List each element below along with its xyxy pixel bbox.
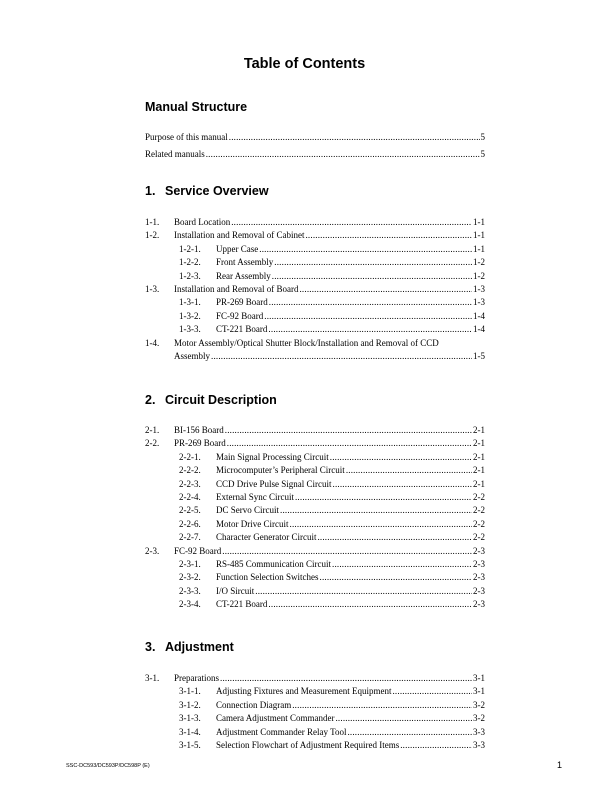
- toc-entry-text: Character Generator Circuit: [216, 532, 317, 543]
- heading-section-1: 1. Service Overview: [145, 184, 269, 198]
- toc-entry[interactable]: [179, 685, 485, 697]
- heading-manual-structure: Manual Structure: [145, 100, 248, 114]
- toc-entry-page: 2-3: [473, 572, 485, 583]
- toc-entry-page: 2-2: [473, 505, 485, 516]
- toc-leader: [347, 726, 472, 738]
- toc-entry-page: 2-3: [473, 585, 485, 596]
- toc-entry-page: 2-2: [473, 492, 485, 502]
- toc-entry-number: 2-2-7.: [179, 532, 201, 543]
- toc-entry-text: Front Assembly: [216, 257, 274, 268]
- toc-entry-number: 3-1-2.: [179, 699, 201, 710]
- toc-entry-number: 2-3-1.: [179, 559, 201, 569]
- toc-entry[interactable]: [145, 545, 485, 557]
- toc-entry-continuation[interactable]: [174, 350, 485, 362]
- toc-entry-text: FC-92 Board: [174, 545, 222, 556]
- toc-entry-number: 1-2-1.: [179, 243, 201, 254]
- toc-leader: [268, 323, 472, 335]
- toc-entry[interactable]: [145, 216, 485, 228]
- toc-entry-number: 1-2.: [145, 230, 160, 241]
- page-title: Table of Contents: [243, 56, 366, 72]
- toc-entry-text: Assembly: [174, 351, 210, 361]
- footer-doc-code: SSC-DC593/DC593P/DC598P (E): [66, 763, 150, 769]
- toc-entry-text: Preparations: [174, 673, 219, 683]
- toc-entry-page: 2-1: [473, 478, 485, 489]
- toc-entry-text: I/O Sircuit: [216, 585, 255, 596]
- toc-entry-text: Rear Assembly: [216, 270, 271, 281]
- toc-entry-text: DC Servo Circuit: [216, 505, 279, 516]
- toc-entry-page: 3-3: [473, 740, 485, 750]
- toc-entry-page: 2-1: [473, 425, 485, 435]
- toc-entry-number: 1-2-3.: [179, 270, 201, 281]
- toc-leader: [332, 558, 472, 570]
- toc-entry-number: 3-1-3.: [179, 713, 201, 724]
- toc-entry-text: Installation and Removal of Board: [174, 284, 299, 294]
- toc-entry[interactable]: [179, 726, 485, 738]
- toc-leader: [268, 598, 472, 610]
- toc-entry-number: 2-3.: [145, 545, 160, 556]
- toc-entry-page: 3-2: [473, 699, 485, 710]
- toc-entry-number: 1-3-2.: [179, 310, 201, 321]
- toc-leader: [229, 131, 480, 143]
- toc-entry-page: 1-4: [473, 324, 485, 335]
- toc-leader: [392, 685, 472, 697]
- toc-leader: [264, 310, 472, 322]
- toc-entry-number: 2-2-4.: [179, 492, 201, 502]
- toc-leader: [227, 437, 472, 449]
- toc-entry[interactable]: [179, 256, 485, 268]
- toc-entry-number: 3-1-4.: [179, 726, 201, 737]
- toc-entry-text: Purpose of this manual: [145, 132, 228, 142]
- toc-leader: [255, 585, 472, 597]
- toc-entry[interactable]: [145, 148, 485, 160]
- toc-entry-text: Selection Flowchart of Adjustment Required Items: [216, 740, 400, 750]
- toc-entry[interactable]: [145, 229, 485, 241]
- toc-leader: [274, 256, 472, 268]
- toc-entry-number: 2-3-2.: [179, 572, 201, 583]
- toc-entry[interactable]: [145, 131, 485, 143]
- toc-entry-page: 2-1: [473, 451, 485, 462]
- toc-entry-text: PR-269 Board: [174, 438, 226, 449]
- toc-entry[interactable]: [179, 504, 485, 516]
- toc-entry-text: External Sync Circuit: [216, 492, 294, 502]
- toc-entry-number: 1-4.: [145, 337, 160, 348]
- toc-entry-page: 3-3: [473, 726, 485, 737]
- toc-entry-page: 2-3: [473, 559, 485, 569]
- toc-entry[interactable]: [179, 518, 485, 530]
- toc-entry[interactable]: [179, 571, 485, 583]
- toc-leader: [269, 296, 472, 308]
- toc-entry-number: 2-2-3.: [179, 478, 201, 489]
- toc-entry-page: 3-2: [473, 713, 485, 724]
- toc-entry-text: Installation and Removal of Cabinet: [174, 230, 305, 241]
- toc-entry-text: Main Signal Processing Circuit: [216, 451, 329, 462]
- toc-entry[interactable]: [179, 712, 485, 724]
- toc-entry-number: 2-2-6.: [179, 518, 201, 529]
- footer-page-number: 1: [557, 760, 563, 770]
- toc-leader: [320, 571, 473, 583]
- toc-entry-number: 1-3.: [145, 284, 160, 294]
- toc-entry-number: 3-1-1.: [179, 686, 201, 697]
- toc-leader: [220, 672, 472, 684]
- toc-entry-page: 1-3: [473, 297, 485, 308]
- toc-entry[interactable]: [145, 672, 485, 684]
- toc-leader: [259, 243, 472, 255]
- toc-entry-text: RS-485 Communication Circuit: [216, 559, 331, 569]
- toc-entry-text: CCD Drive Pulse Signal Circuit: [216, 478, 332, 489]
- toc-entry-text: Board Location: [174, 217, 231, 227]
- toc-leader: [280, 504, 472, 516]
- toc-entry-number: 1-2-2.: [179, 257, 201, 268]
- toc-entry-page: 1-3: [473, 284, 485, 294]
- toc-leader: [317, 531, 472, 543]
- toc-entry-text: Related manuals: [145, 149, 205, 159]
- toc-entry[interactable]: [145, 424, 485, 436]
- toc-entry-number: 3-1.: [145, 673, 160, 683]
- toc-entry-text: Adjusting Fixtures and Measurement Equipment: [216, 686, 392, 697]
- toc-entry-page: 3-1: [473, 686, 485, 697]
- toc-leader: [272, 270, 472, 282]
- toc-entry-text: Adjustment Commander Relay Tool: [216, 726, 347, 737]
- toc-entry-page: 1-1: [473, 217, 485, 227]
- toc-entry-number: 2-2-1.: [179, 451, 201, 462]
- toc-entry-text: Connection Diagram: [216, 699, 292, 710]
- toc-entry[interactable]: [179, 491, 485, 503]
- toc-entry-number: 2-3-4.: [179, 599, 201, 610]
- toc-entry-page: 1-5: [473, 351, 485, 361]
- toc-entry[interactable]: [179, 699, 485, 711]
- toc-entry-page: 2-2: [473, 518, 485, 529]
- toc-entry-text: BI-156 Board: [174, 425, 224, 435]
- toc-entry[interactable]: [145, 283, 485, 295]
- toc-entry-page: 2-3: [473, 545, 485, 556]
- toc-entry[interactable]: [145, 437, 485, 449]
- toc-entry-number: 1-3-1.: [179, 297, 201, 308]
- toc-leader: [299, 283, 472, 295]
- toc-entry-page: 1-2: [473, 270, 485, 281]
- toc-entry[interactable]: [179, 739, 485, 751]
- toc-entry-text: CT-221 Board: [216, 599, 268, 610]
- toc-leader: [305, 229, 472, 241]
- toc-entry-text: PR-269 Board: [216, 297, 268, 308]
- toc-entry-page: 3-1: [473, 673, 485, 683]
- toc-entry-page: 2-1: [473, 438, 485, 449]
- toc-entry-page: 2-2: [473, 532, 485, 543]
- toc-leader: [295, 491, 472, 503]
- toc-entry-page: 5: [480, 149, 485, 159]
- heading-section-2: 2. Circuit Description: [145, 393, 277, 407]
- toc-entry[interactable]: [179, 310, 485, 322]
- toc-entry[interactable]: [179, 478, 485, 490]
- toc-entry-text: Motor Drive Circuit: [216, 518, 289, 529]
- toc-leader: [206, 148, 480, 160]
- toc-entry-number: 2-2.: [145, 438, 160, 449]
- toc-entry-text: Microcomputer’s Peripheral Circuit: [216, 465, 345, 476]
- toc-entry[interactable]: [179, 558, 485, 570]
- toc-leader: [231, 216, 472, 228]
- toc-entry-text: Upper Case: [216, 243, 259, 254]
- toc-leader: [346, 464, 472, 476]
- toc-entry-page: 2-3: [473, 599, 485, 610]
- toc-entry[interactable]: [179, 323, 485, 335]
- toc-entry[interactable]: [179, 585, 485, 597]
- toc-entry-number: 2-3-3.: [179, 585, 201, 596]
- toc-leader: [292, 699, 472, 711]
- toc-entry[interactable]: [179, 451, 485, 463]
- toc-entry[interactable]: [179, 531, 485, 543]
- toc-entry[interactable]: [145, 337, 485, 349]
- toc-entry-page: 1-4: [473, 310, 485, 321]
- toc-leader: [330, 451, 472, 463]
- toc-entry-number: 2-1.: [145, 425, 160, 435]
- toc-entry-number: 2-2-2.: [179, 465, 201, 476]
- toc-entry-page: 1-2: [473, 257, 485, 268]
- toc-entry-text: FC-92 Board: [216, 310, 264, 321]
- toc-leader: [335, 712, 472, 724]
- toc-entry-number: 1-1.: [145, 217, 160, 227]
- toc-entry-text: Camera Adjustment Commander: [216, 713, 335, 724]
- toc-entry[interactable]: [179, 598, 485, 610]
- toc-entry-page: 2-1: [473, 465, 485, 476]
- toc-entry-text: Function Selection Switches: [216, 572, 319, 583]
- toc-entry-page: 5: [480, 132, 485, 142]
- toc-leader: [400, 739, 472, 751]
- toc-entry-page: 1-1: [473, 230, 485, 241]
- toc-entry[interactable]: [179, 296, 485, 308]
- toc-leader: [290, 518, 473, 530]
- heading-section-3: 3. Adjustment: [145, 640, 234, 654]
- toc-entry-number: 2-2-5.: [179, 505, 201, 516]
- toc-entry[interactable]: [179, 243, 485, 255]
- toc-entry-number: 1-3-3.: [179, 324, 201, 335]
- toc-leader: [211, 350, 472, 362]
- toc-entry-text: CT-221 Board: [216, 324, 268, 335]
- toc-entry-number: 3-1-5.: [179, 740, 201, 750]
- toc-entry-text: Motor Assembly/Optical Shutter Block/Installation and Removal of CCD: [174, 337, 439, 348]
- toc-entry[interactable]: [179, 270, 485, 282]
- toc-entry[interactable]: [179, 464, 485, 476]
- toc-leader: [333, 478, 473, 490]
- toc-leader: [225, 424, 472, 436]
- toc-leader: [222, 545, 472, 557]
- toc-entry-page: 1-1: [473, 243, 485, 254]
